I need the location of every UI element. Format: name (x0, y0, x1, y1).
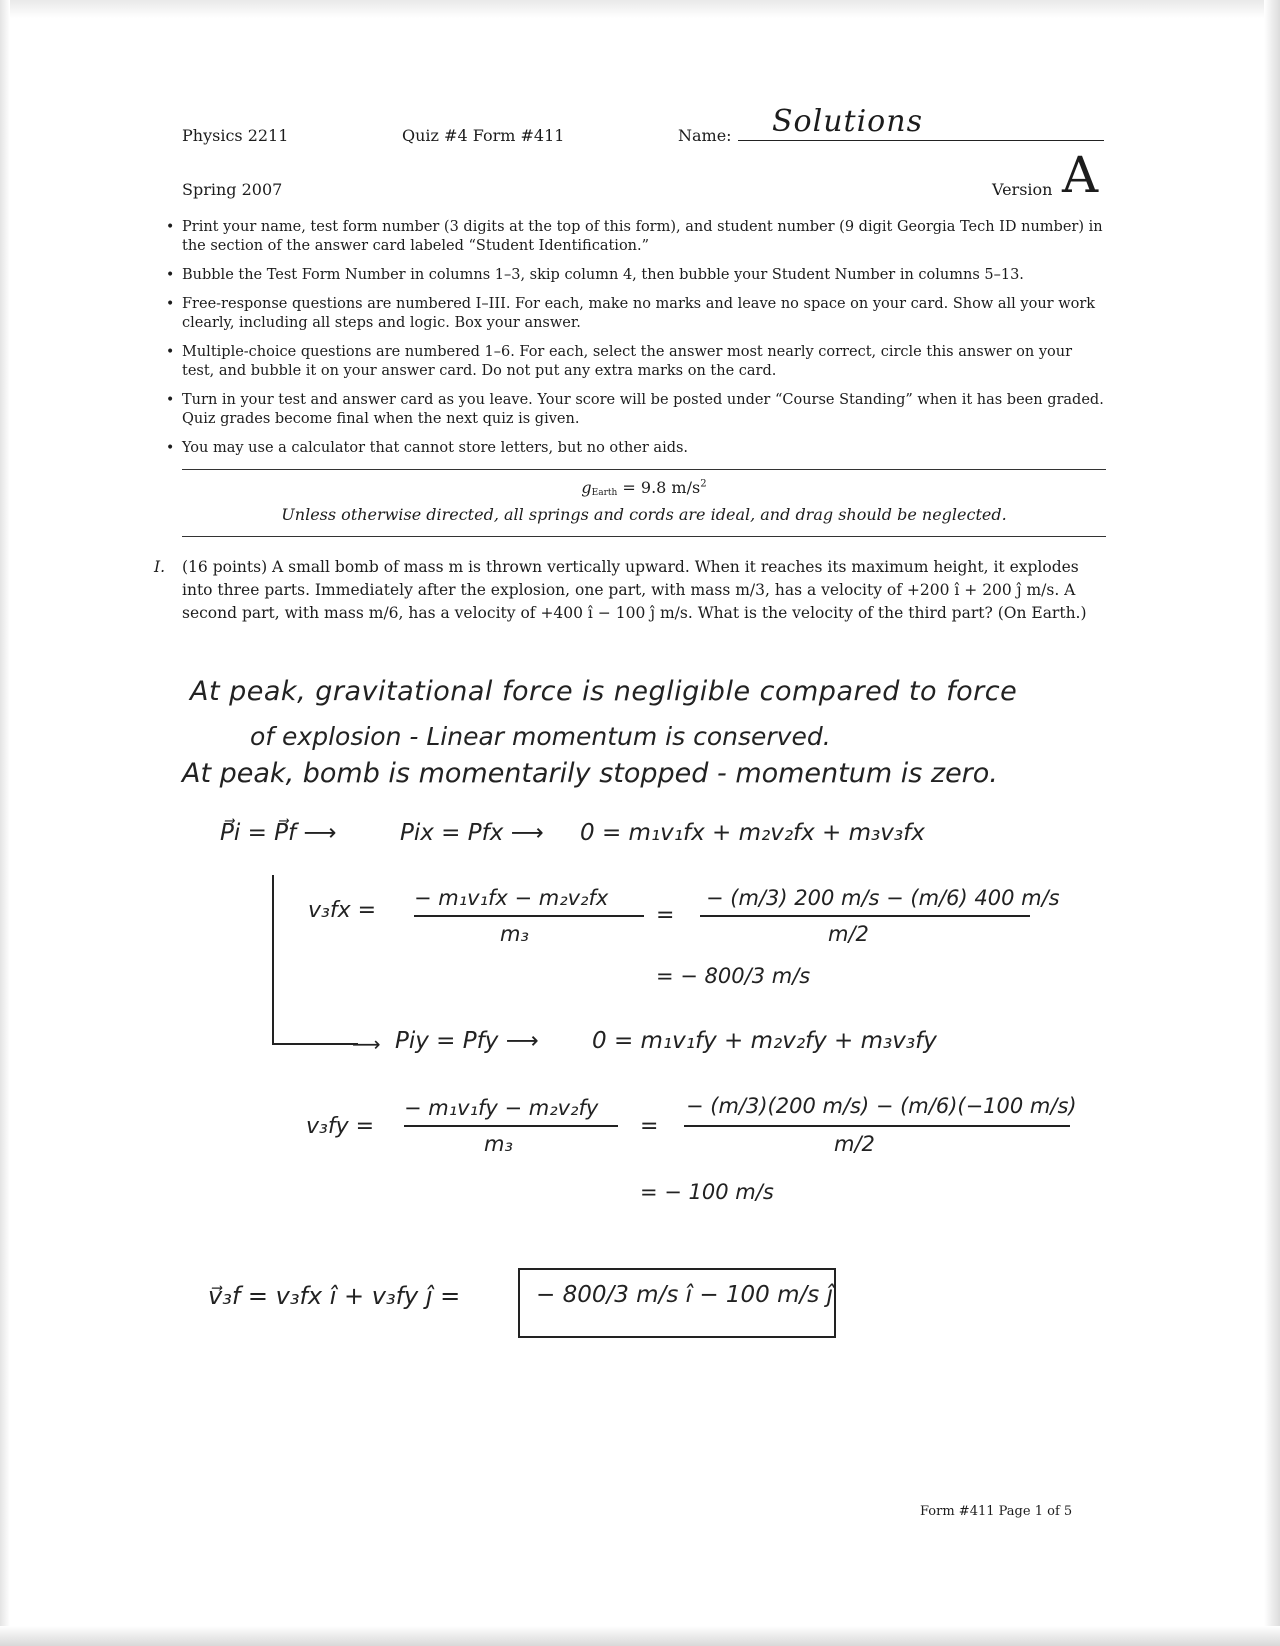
momentum-x-eq: Pix = Pfx ⟶ (400, 820, 544, 846)
fraction-numerator: − m₁v₁fx − m₂v₂fx (414, 886, 609, 910)
name-label: Name: (678, 126, 732, 145)
instruction-item: • Free-response questions are numbered I–III. For each, make no marks and leave no space on your card. Show all your work clearly, including all steps and logic. Box your answer. (162, 295, 1106, 333)
fraction-bar (700, 915, 1030, 917)
fraction-numerator: − (m/3) 200 m/s − (m/6) 400 m/s (706, 886, 1060, 910)
divider-bottom (182, 536, 1106, 537)
instruction-item: • Turn in your test and answer card as you leave. Your score will be posted under “Course Standing” when it has been graded. Quiz grades become final when the next quiz is given. (162, 391, 1106, 429)
momentum-y-eq: Piy = Pfy ⟶ (395, 1028, 539, 1054)
fraction-denominator: m₃ (500, 922, 529, 946)
momentum-conservation-eq: P⃗i = P⃗f ⟶ (220, 820, 337, 846)
equals-sign: = (640, 1114, 659, 1139)
fraction-numerator: − m₁v₁fy − m₂v₂fy (404, 1096, 599, 1120)
arrow-icon: ⟶ (352, 1032, 381, 1056)
solution-note-1: At peak, gravitational force is negligible compared to force (190, 676, 1018, 707)
v3fx-label: v₃fx = (308, 898, 377, 923)
fraction-bar (684, 1125, 1070, 1127)
gravity-constant (182, 478, 1106, 498)
sum-y-eq: 0 = m₁v₁fy + m₂v₂fy + m₃v₃fy (592, 1028, 937, 1054)
semester: Spring 2007 (182, 180, 283, 199)
course-title: Physics 2211 (182, 126, 289, 145)
g-subscript: Earth (591, 488, 618, 498)
fraction-numerator: − (m/3)(200 m/s) − (m/6)(−100 m/s) (686, 1094, 1077, 1118)
solution-note-2: of explosion - Linear momentum is conserved. (250, 722, 831, 751)
sum-x-eq: 0 = m₁v₁fx + m₂v₂fx + m₃v₃fx (580, 820, 925, 846)
g-exponent: 2 (700, 478, 707, 490)
fraction-bar (414, 915, 644, 917)
instruction-item: • Bubble the Test Form Number in columns 1–3, skip column 4, then bubble your Student Number in columns 5–13. (162, 266, 1106, 285)
g-symbol: g (581, 478, 592, 497)
solution-note-3: At peak, bomb is momentarily stopped - momentum is zero. (182, 758, 998, 789)
name-handwritten: Solutions (772, 104, 923, 139)
g-value: = 9.8 m/s (617, 478, 701, 497)
instructions-list (162, 218, 1106, 468)
bracket-line (272, 1043, 358, 1045)
final-equation: v⃗₃f = v₃fx î + v₃fy ĵ = (208, 1282, 461, 1310)
quiz-form: Quiz #4 Form #411 (402, 126, 565, 145)
result-v3fx: = − 800/3 m/s (656, 964, 811, 988)
instruction-item: • Multiple-choice questions are numbered 1–6. For each, select the answer most nearly correct, circle this answer on your test, and bubble it on your answer card. Do not put any extra marks on the card. (162, 343, 1106, 381)
fraction-bar (404, 1125, 618, 1127)
page-footer: Form #411 Page 1 of 5 (920, 1504, 1073, 1519)
directive-text: Unless otherwise directed, all springs and cords are ideal, and drag should be neglected. (281, 505, 1007, 524)
bracket-line (272, 875, 274, 1043)
equals-sign: = (656, 903, 675, 928)
instruction-item: • Print your name, test form number (3 digits at the top of this form), and student number (9 digit Georgia Tech ID number) in the section of the answer card labeled “Student Identification.” (162, 218, 1106, 256)
problem-number: I. (154, 558, 166, 576)
scan-edge-top (0, 0, 1280, 18)
version-label: Version (992, 180, 1053, 199)
name-underline (738, 140, 1104, 141)
scan-edge-bottom (0, 1626, 1280, 1646)
v3fy-label: v₃fy = (306, 1114, 375, 1139)
fraction-denominator: m₃ (484, 1132, 513, 1156)
scan-edge-right (1264, 0, 1280, 1646)
divider-top (182, 469, 1106, 470)
fraction-denominator: m/2 (828, 922, 869, 946)
fraction-denominator: m/2 (834, 1132, 875, 1156)
scan-edge-left (0, 0, 10, 1646)
final-answer: − 800/3 m/s î − 100 m/s ĵ (536, 1282, 833, 1308)
result-v3fy: = − 100 m/s (640, 1180, 774, 1204)
version-letter: A (1062, 146, 1099, 204)
instruction-item: • You may use a calculator that cannot store letters, but no other aids. (162, 439, 1106, 458)
problem-text: (16 points) A small bomb of mass m is thrown vertically upward. When it reaches its maximum height, it explodes into three parts. Immediately after the explosion, one part, with mass m/3, has a velocity of +200 î + 200 ĵ m/s. A second part, with mass m/6, has a velocity of +400 î − 100 ĵ m/s. What is the velocity of the third part? (On Earth.) (182, 558, 1087, 622)
problem-statement (154, 556, 1106, 625)
